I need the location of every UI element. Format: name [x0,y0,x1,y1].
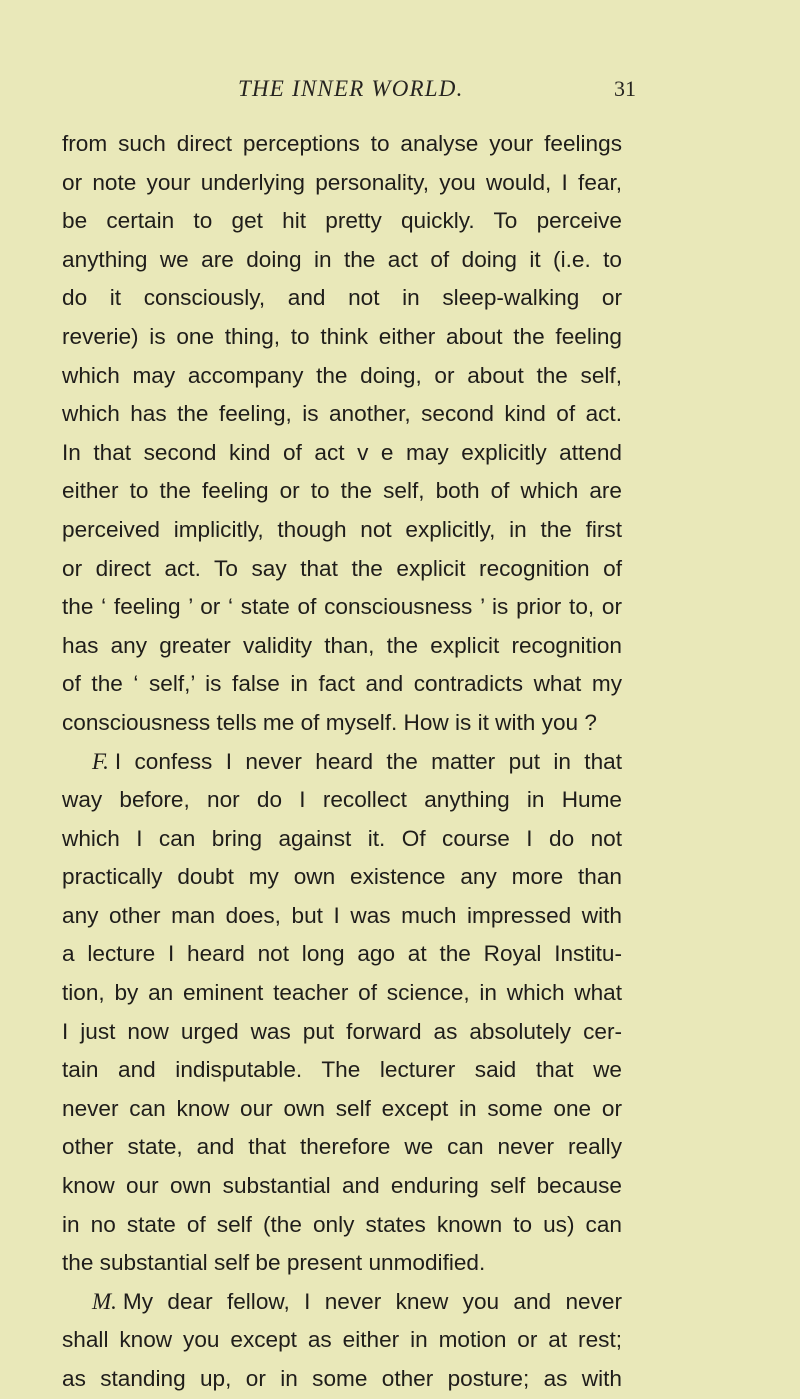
text-line: any other man does, but I was much impressed with [62,902,622,928]
text-line: or note your underlying personality, you would, I fear, [62,169,622,195]
text-line: which has the feeling, is another, second kind of act. [62,401,622,427]
text-line: which I can bring against it. Of course I do not [62,825,622,851]
page-number: 31 [614,76,636,101]
speaker-label: M. [92,1288,117,1314]
text-line: shall know you except as either in motion or at rest; [62,1327,622,1353]
speaker-label: F. [92,748,109,774]
speaker-line-m [62,1283,622,1322]
text-line: way before, nor do I recollect anything in Hume [62,787,622,813]
text-line: do it consciously, and not in sleep-walking or [62,285,622,311]
text-line: I confess I never heard the matter put in that [114,748,622,774]
text-line: which may accompany the doing, or about the self, [62,362,622,388]
text-line: either to the feeling or to the self, both of which are [62,478,622,504]
text-line: perceived implicitly, though not explicitly, in the first [62,516,622,542]
text-line: be certain to get hit pretty quickly. To perceive [62,208,622,234]
text-line: the substantial self be present unmodified. [62,1250,486,1276]
text-line: other state, and that therefore we can never really [62,1134,622,1160]
speaker-line-f [62,743,622,782]
body-text [62,125,622,1399]
text-line: In that second kind of act v e may explicitly attend [62,439,622,465]
text-line: tion, by an eminent teacher of science, in which what [62,980,622,1006]
text-line: tain and indisputable. The lecturer said that we [62,1057,622,1083]
text-line: from such direct perceptions to analyse your feelings [62,131,622,156]
running-head [0,76,800,106]
text-line: has any greater validity than, the explicit recognition [62,632,622,658]
text-line: as standing up, or in some other posture; as with [62,1366,622,1391]
text-line: reverie) is one thing, to think either about the feeling [62,323,622,349]
text-line: in no state of self (the only states known to us) can [62,1211,622,1237]
text-line: the ‘ feeling ’ or ‘ state of consciousness ’ is prior to, or [62,594,622,620]
text-line: a lecture I heard not long ago at the Royal Institu- [62,941,622,967]
text-line: practically doubt my own existence any more than [62,864,622,890]
text-line: My dear fellow, I never knew you and never [122,1288,622,1314]
text-line: or direct act. To say that the explicit recognition of [62,555,622,581]
text-line: consciousness tells me of myself. How is it with you ? [62,709,597,735]
text-line: know our own substantial and enduring self because [62,1173,622,1199]
running-title: THE INNER WORLD. [238,76,464,101]
text-line: never can know our own self except in some one or [62,1095,622,1121]
text-line: of the ‘ self,’ is false in fact and contradicts what my [62,671,622,697]
text-line: anything we are doing in the act of doing it (i.e. to [62,246,622,272]
text-line: I just now urged was put forward as absolutely cer- [62,1018,622,1044]
